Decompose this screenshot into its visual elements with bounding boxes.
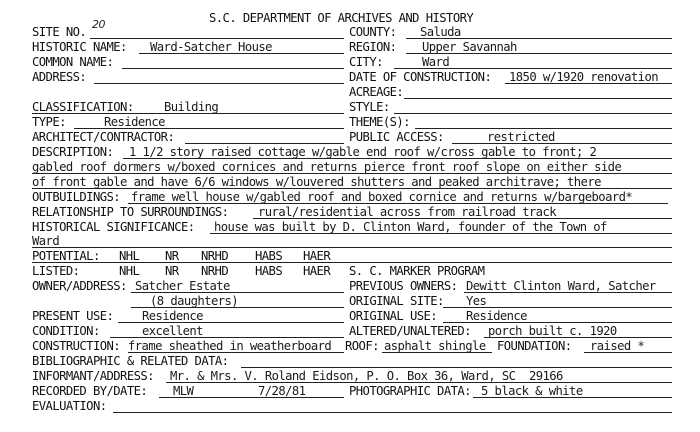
rule — [473, 397, 672, 398]
photographic-value: 5 black & white — [481, 383, 583, 398]
type-value: Residence — [104, 114, 165, 129]
construction-label: CONSTRUCTION: — [32, 338, 121, 353]
description-line-3: of front gable and have 6/6 windows w/louvered shutters and peaked architrave; there — [32, 174, 601, 189]
owner-value-2: (8 daughters) — [150, 293, 239, 308]
bibliographic-label: BIBLIOGRAPHIC & RELATED DATA: — [32, 353, 229, 368]
type-label: TYPE: — [32, 114, 66, 129]
recorded-label: RECORDED BY/DATE: — [32, 383, 148, 398]
evaluation-label: EVALUATION: — [32, 398, 107, 413]
roof-value: asphalt shingle — [384, 338, 486, 353]
listed-haer: HAER — [303, 263, 331, 278]
rule — [122, 68, 344, 69]
rule — [32, 113, 344, 114]
rule — [382, 352, 492, 353]
significance-line-1: house was built by D. Clinton Ward, founder of the Town of — [214, 219, 607, 234]
original-site-label: ORIGINAL SITE: — [349, 293, 444, 308]
potential-habs: HABS — [255, 248, 283, 263]
listed-habs: HABS — [255, 263, 283, 278]
public-access-label: PUBLIC ACCESS: — [349, 129, 444, 144]
listed-nrhd: NRHD — [201, 263, 229, 278]
roof-label: ROOF: — [345, 338, 379, 353]
description-line-1: 1 1/2 story raised cottage w/gable end roof w/cross gable to front; 2 — [129, 144, 597, 159]
outbuildings-value: frame well house w/gabled roof and boxed cornice and returns w/bargeboard* — [131, 189, 633, 204]
potential-nrhd: NRHD — [201, 248, 229, 263]
recorded-date-value: 7/28/81 — [258, 383, 306, 398]
original-use-label: ORIGINAL USE: — [349, 308, 438, 323]
foundation-value: raised * — [590, 338, 645, 353]
present-use-value: Residence — [142, 308, 203, 323]
rule — [113, 412, 672, 413]
potential-label: POTENTIAL: — [32, 248, 100, 263]
potential-nr: NR — [165, 248, 179, 263]
listed-nhl: NHL — [119, 263, 140, 278]
rule — [584, 352, 672, 353]
potential-nhl: NHL — [119, 248, 140, 263]
date-label: DATE OF CONSTRUCTION: — [349, 69, 492, 84]
rule — [159, 397, 344, 398]
significance-line-2: Ward — [32, 233, 60, 248]
condition-value: excellent — [142, 323, 203, 338]
original-use-value: Residence — [466, 308, 527, 323]
city-value: Ward — [422, 54, 450, 69]
rule — [94, 83, 344, 84]
potential-haer: HAER — [303, 248, 331, 263]
site-number: 20 — [92, 18, 105, 31]
condition-label: CONDITION: — [32, 323, 100, 338]
construction-value: frame sheathed in weatherboard — [128, 338, 332, 353]
architect-label: ARCHITECT/CONTRACTOR: — [32, 129, 175, 144]
historic-name-value: Ward-Satcher House — [150, 39, 272, 54]
listed-nr: NR — [165, 263, 179, 278]
owner-label: OWNER/ADDRESS: — [32, 278, 127, 293]
region-label: REGION: — [349, 39, 397, 54]
informant-label: INFORMANT/ADDRESS: — [32, 368, 154, 383]
city-label: CITY: — [349, 54, 383, 69]
acreage-label: ACREAGE: — [349, 84, 404, 99]
rule — [210, 233, 672, 234]
recorded-by-value: MLW — [173, 383, 194, 398]
historic-name-label: HISTORIC NAME: — [32, 39, 127, 54]
rule — [139, 53, 344, 54]
relationship-label: RELATIONSHIP TO SURROUNDINGS: — [32, 204, 229, 219]
site-no-label: SITE NO. — [32, 24, 87, 39]
rule — [404, 98, 672, 99]
description-label: DESCRIPTION: — [32, 144, 114, 159]
themes-label: THEME(S): — [349, 114, 410, 129]
rule — [394, 113, 672, 114]
public-access-value: restricted — [487, 129, 555, 144]
classification-label: CLASSIFICATION: — [32, 99, 134, 114]
informant-value: Mr. & Mrs. V. Roland Eidson, P. O. Box 36, Ward, SC 29166 — [170, 368, 563, 383]
previous-owners-value: Dewitt Clinton Ward, Satcher — [466, 278, 656, 293]
address-label: ADDRESS: — [32, 69, 87, 84]
listed-label: LISTED: — [32, 263, 80, 278]
form-title: S.C. DEPARTMENT OF ARCHIVES AND HISTORY — [209, 10, 474, 25]
relationship-value: rural/residential across from railroad track — [258, 204, 557, 219]
date-value: 1850 w/1920 renovation — [509, 69, 659, 84]
marker-program-label: S. C. MARKER PROGRAM — [349, 263, 485, 278]
photographic-label: PHOTOGRAPHIC DATA: — [349, 383, 471, 398]
foundation-label: FOUNDATION: — [497, 338, 572, 353]
rule — [505, 83, 672, 84]
owner-value-1: Satcher Estate — [135, 278, 230, 293]
original-site-value: Yes — [466, 293, 487, 308]
altered-label: ALTERED/UNALTERED: — [349, 323, 471, 338]
significance-label: HISTORICAL SIGNIFICANCE: — [32, 219, 195, 234]
previous-owners-label: PREVIOUS OWNERS: — [349, 278, 458, 293]
altered-value: porch built c. 1920 — [488, 323, 617, 338]
style-label: STYLE: — [349, 99, 390, 114]
region-value: Upper Savannah — [422, 39, 517, 54]
common-name-label: COMMON NAME: — [32, 54, 114, 69]
county-value: Saluda — [420, 24, 461, 39]
county-label: COUNTY: — [349, 24, 397, 39]
rule — [464, 292, 672, 293]
classification-value: Building — [164, 99, 219, 114]
outbuildings-label: OUTBUILDINGS: — [32, 189, 121, 204]
present-use-label: PRESENT USE: — [32, 308, 114, 323]
description-line-2: gabled roof dormers w/boxed cornices and returns pierce front roof slope on either side — [32, 159, 622, 174]
